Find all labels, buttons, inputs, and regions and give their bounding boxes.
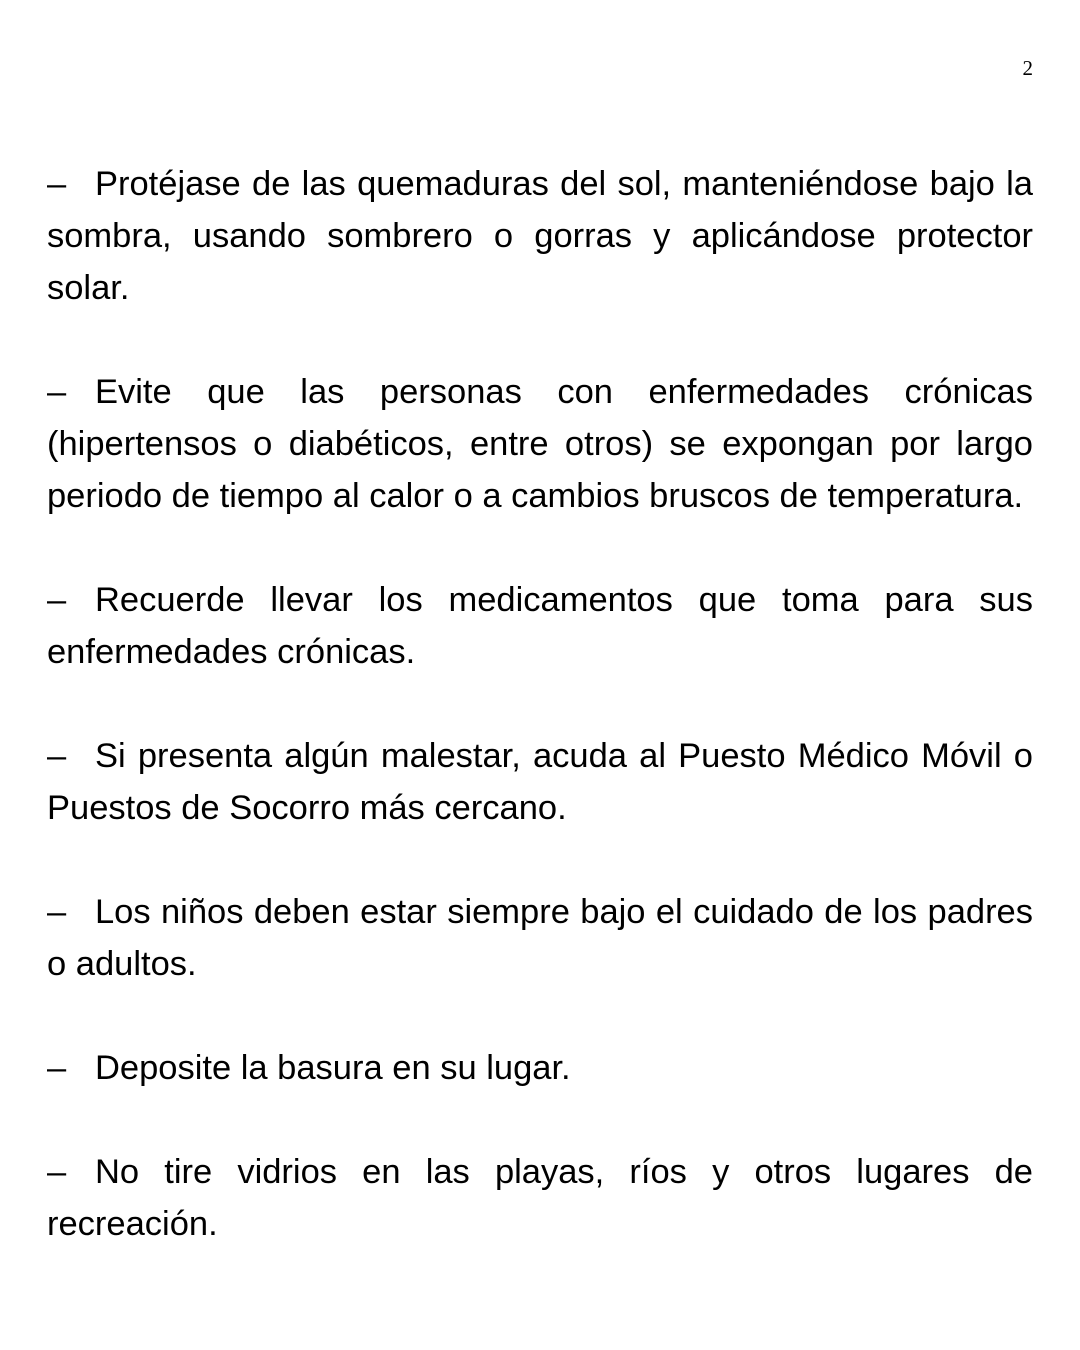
- list-item: [47, 886, 1033, 990]
- dash-bullet: –: [47, 893, 67, 931]
- list-item: [47, 158, 1033, 314]
- dash-bullet: –: [47, 737, 67, 775]
- page-number: 2: [1022, 56, 1033, 80]
- item-text: No tire vidrios en las playas, ríos y otros lugares de recreación.: [47, 1153, 1033, 1243]
- dash-bullet: –: [47, 581, 67, 619]
- dash-bullet: –: [47, 165, 67, 203]
- recommendations-list: [47, 158, 1033, 1250]
- item-text: Los niños deben estar siempre bajo el cuidado de los padres o adultos.: [47, 893, 1033, 983]
- dash-bullet: –: [47, 1049, 67, 1087]
- item-text: Deposite la basura en su lugar.: [95, 1049, 571, 1087]
- item-text: Recuerde llevar los medicamentos que toma para sus enfermedades crónicas.: [47, 581, 1033, 671]
- list-item: [47, 366, 1033, 522]
- dash-bullet: –: [47, 373, 67, 411]
- item-text: Evite que las personas con enfermedades crónicas (hipertensos o diabéticos, entre otros) se expongan por largo periodo de tiempo al calor o a cambios bruscos de temperatura.: [47, 373, 1033, 515]
- list-item: [47, 1146, 1033, 1250]
- list-item: [47, 1042, 1033, 1094]
- item-text: Si presenta algún malestar, acuda al Puesto Médico Móvil o Puestos de Socorro más cercano.: [47, 737, 1033, 827]
- list-item: [47, 574, 1033, 678]
- item-text: Protéjase de las quemaduras del sol, manteniéndose bajo la sombra, usando sombrero o gorras y aplicándose protector solar.: [47, 165, 1033, 307]
- list-item: [47, 730, 1033, 834]
- dash-bullet: –: [47, 1153, 67, 1191]
